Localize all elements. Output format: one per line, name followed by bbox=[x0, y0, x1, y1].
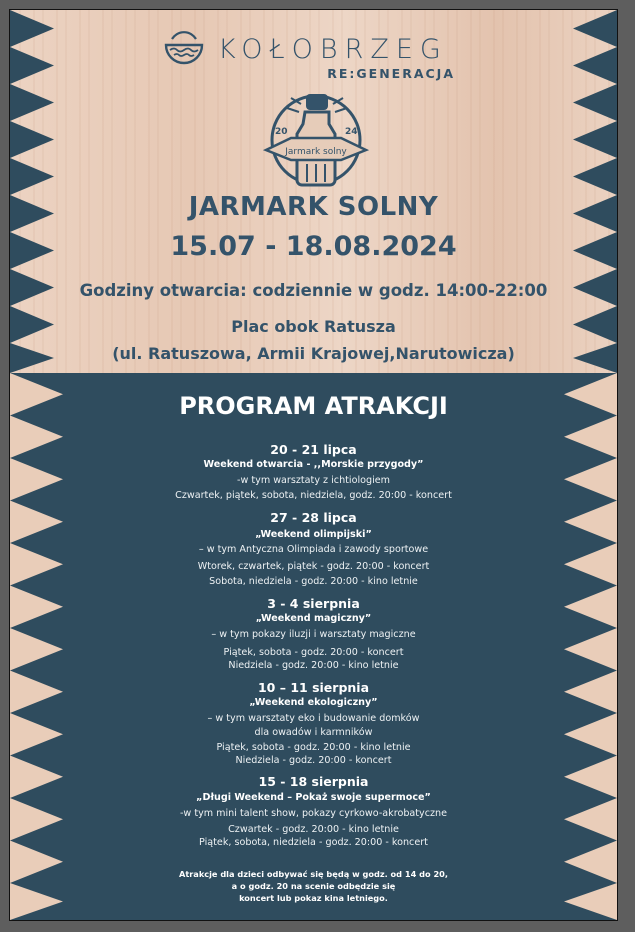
weekend-line: Piątek, sobota - godz. 20:00 - koncert bbox=[223, 647, 404, 658]
weekend-line: -w tym mini talent show, pokazy cyrkowo-akrobatyczne bbox=[179, 808, 448, 819]
weekend-title: „Długi Weekend – Pokaż swoje supermoce” bbox=[196, 792, 431, 803]
brand-tagline: RE:GENERACJA bbox=[327, 66, 455, 81]
weekend-line: Piątek, sobota, niedziela - godz. 20:00 - koncert bbox=[199, 837, 428, 848]
event-place: Plac obok Ratusza bbox=[231, 317, 396, 336]
weekend-line: Sobota, niedziela - godz. 20:00 - kino letnie bbox=[209, 576, 418, 587]
weekend-line: – w tym pokazy iluzji i warsztaty magiczne bbox=[211, 629, 416, 640]
zigzag-tooth bbox=[573, 10, 617, 47]
weekend-date: 3 - 4 sierpnia bbox=[267, 596, 360, 611]
weekend-title: Weekend otwarcia - ,,Morskie przygody” bbox=[203, 459, 424, 470]
wave-bowl-logo-icon bbox=[160, 31, 210, 67]
zigzag-tooth bbox=[573, 158, 617, 195]
emblem-text: Jarmark solny bbox=[285, 147, 347, 157]
event-streets: (ul. Ratuszowa, Armii Krajowej,Narutowicza) bbox=[112, 344, 515, 363]
weekend-title: „Weekend ekologiczny” bbox=[249, 697, 378, 708]
weekend-title: „Weekend olimpijski” bbox=[255, 529, 372, 540]
footnote-line: koncert lub pokaz kina letniego. bbox=[239, 893, 388, 903]
weekend-line: Niedziela - godz. 20:00 - kino letnie bbox=[228, 660, 399, 671]
zigzag-tooth bbox=[10, 158, 54, 195]
zigzag-tooth bbox=[10, 10, 54, 47]
emblem-year-left: 20 bbox=[275, 127, 288, 137]
event-dates: 15.07 - 18.08.2024 bbox=[170, 231, 457, 262]
weekend-line: Czwartek - godz. 20:00 - kino letnie bbox=[228, 824, 399, 835]
weekend-date: 10 – 11 sierpnia bbox=[257, 680, 370, 695]
brand-name: KOŁOBRZEG bbox=[218, 34, 448, 65]
weekend-line: dla owadów i karmników bbox=[254, 727, 373, 738]
zigzag-tooth bbox=[10, 121, 54, 158]
weekend-line: – w tym Antyczna Olimpiada i zawody sportowe bbox=[198, 544, 429, 555]
salt-shaker-emblem-icon bbox=[261, 88, 371, 194]
weekend-title: „Weekend magiczny” bbox=[255, 613, 372, 624]
zigzag-tooth bbox=[573, 47, 617, 84]
footnote-line: Atrakcje dla dzieci odbywać się będą w godz. od 14 do 20, bbox=[179, 869, 448, 879]
weekend-date: 20 - 21 lipca bbox=[270, 442, 357, 457]
zigzag-tooth bbox=[573, 84, 617, 121]
weekend-line: Czwartek, piątek, sobota, niedziela, godz. 20:00 - koncert bbox=[175, 490, 452, 501]
poster bbox=[10, 10, 617, 920]
weekend-line: – w tym warsztaty eko i budowanie domków bbox=[207, 713, 420, 724]
weekend-date: 15 - 18 sierpnia bbox=[258, 774, 369, 789]
footnote-line: a o godz. 20 na scenie odbędzie się bbox=[231, 881, 396, 891]
zigzag-tooth bbox=[573, 121, 617, 158]
weekend-line: Piątek, sobota - godz. 20:00 - kino letnie bbox=[216, 742, 411, 753]
opening-hours: Godziny otwarcia: codziennie w godz. 14:00-22:00 bbox=[79, 281, 548, 300]
emblem-year-right: 24 bbox=[345, 127, 358, 137]
event-title: JARMARK SOLNY bbox=[188, 192, 439, 222]
program-heading: PROGRAM ATRAKCJI bbox=[179, 392, 448, 420]
zigzag-tooth bbox=[10, 47, 54, 84]
weekend-date: 27 - 28 lipca bbox=[270, 510, 357, 525]
weekend-line: -w tym warsztaty z ichtiologiem bbox=[237, 475, 390, 486]
zigzag-tooth bbox=[10, 84, 54, 121]
weekend-line: Niedziela - godz. 20:00 - koncert bbox=[235, 755, 392, 766]
weekend-line: Wtorek, czwartek, piątek - godz. 20:00 - koncert bbox=[197, 561, 430, 572]
